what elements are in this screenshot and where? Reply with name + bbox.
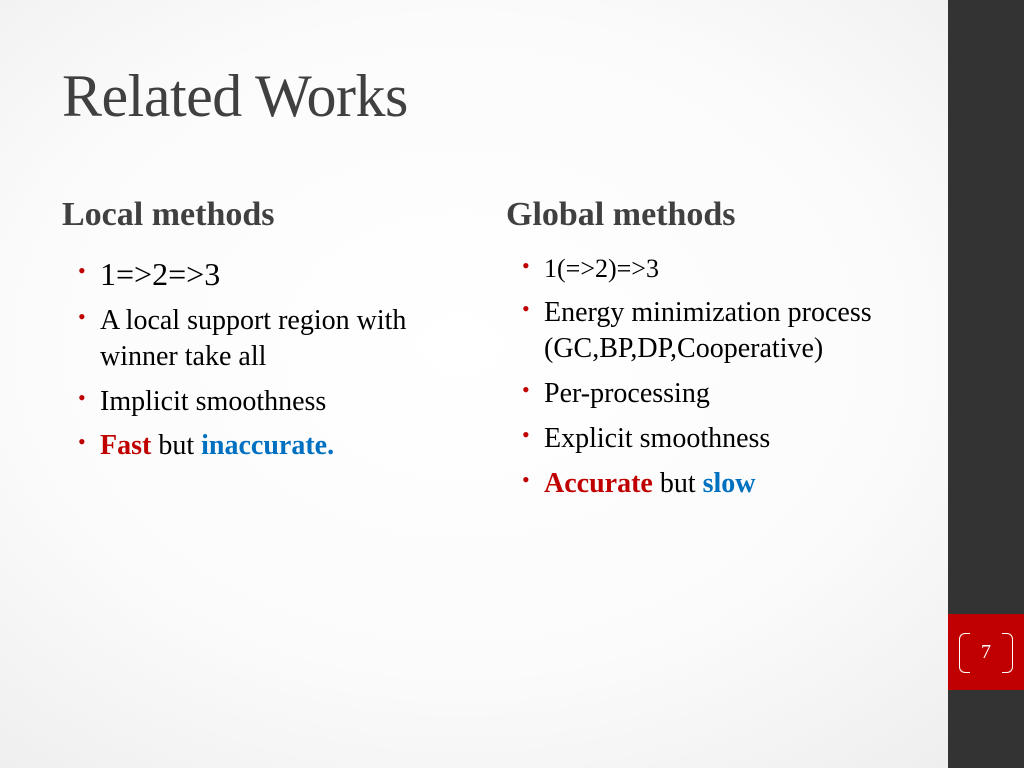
bullet-icon: • xyxy=(522,466,530,492)
slow-label: slow xyxy=(702,467,756,499)
bullet-icon: • xyxy=(78,303,86,329)
list-item-text: Implicit smoothness xyxy=(100,385,327,417)
list-item-text: A local support region with winner take all xyxy=(100,304,407,372)
list-item xyxy=(522,376,922,412)
bullet-icon: • xyxy=(78,258,86,283)
list-item xyxy=(78,303,438,375)
list-item xyxy=(522,421,922,457)
list-item xyxy=(522,295,922,367)
inaccurate-label: inaccurate. xyxy=(201,430,335,462)
list-item-text: 1(=>2)=>3 xyxy=(544,254,659,283)
accurate-label: Accurate xyxy=(544,467,653,499)
page-number: 7 xyxy=(981,641,991,663)
slide-title: Related Works xyxy=(62,63,408,129)
bullet-icon: • xyxy=(522,421,530,447)
bullet-icon: • xyxy=(78,384,86,410)
bullet-icon: • xyxy=(78,429,86,455)
local-methods-list xyxy=(78,254,438,473)
global-methods-heading: Global methods xyxy=(506,196,736,233)
list-item xyxy=(522,252,922,285)
list-item xyxy=(78,384,438,420)
but-label: but xyxy=(652,467,703,499)
page-number-box xyxy=(948,614,1024,690)
list-item-text: Explicit smoothness xyxy=(544,422,771,454)
right-bracket-icon xyxy=(1002,633,1013,673)
bullet-icon: • xyxy=(522,253,530,278)
bullet-icon: • xyxy=(522,376,530,402)
list-item-text: Energy minimization process (GC,BP,DP,Cooperative) xyxy=(544,297,872,365)
local-methods-heading: Local methods xyxy=(62,196,275,233)
but-label: but xyxy=(151,430,202,462)
bullet-icon: • xyxy=(522,296,530,322)
list-item xyxy=(78,254,438,295)
global-methods-list xyxy=(522,252,922,510)
list-item xyxy=(78,428,438,464)
list-item-text: 1=>2=>3 xyxy=(100,256,221,292)
fast-label: Fast xyxy=(100,430,152,462)
list-item xyxy=(522,466,922,502)
list-item-text: Per-processing xyxy=(544,377,710,409)
